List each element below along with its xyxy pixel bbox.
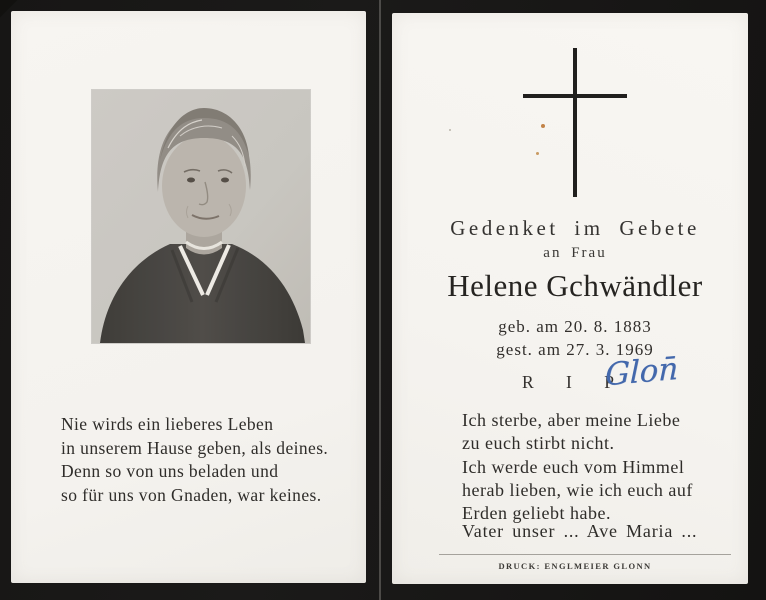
- printer-credit: DRUCK: ENGLMEIER GLONN: [498, 561, 652, 571]
- prayer-line: Vater unser ... Ave Maria ...: [462, 521, 698, 541]
- rip-text: R I P: [522, 372, 628, 392]
- portrait-photo: [92, 90, 310, 343]
- card-right-page: [392, 13, 748, 584]
- verse-line: Ich sterbe, aber meine Liebe: [462, 410, 681, 430]
- verse-line: Erden geliebt habe.: [462, 503, 611, 524]
- memorial-header: Gedenket im Gebete: [450, 216, 700, 240]
- memorial-poem: [61, 413, 361, 507]
- printer-divider: [439, 554, 731, 555]
- verse-line: herab lieben, wie ich euch auf: [462, 479, 693, 500]
- card-fold-line: [379, 0, 381, 600]
- birth-date: geb. am 20. 8. 1883: [498, 317, 652, 336]
- verse-line: Ich werde euch vom Himmel: [462, 456, 685, 477]
- memorial-subheader: an Frau: [543, 245, 607, 261]
- handwritten-note: Glon̄: [604, 350, 679, 394]
- deceased-name: Helene Gchwändler: [447, 268, 703, 303]
- poem-line: in unserem Hause geben, als deines.: [61, 437, 329, 458]
- verse-line: zu euch stirbt nicht.: [462, 433, 615, 454]
- death-date: gest. am 27. 3. 1969: [496, 340, 654, 359]
- poem-line: so für uns von Gnaden, war keines.: [61, 484, 322, 505]
- poem-line: Nie wirds ein lieberes Leben: [61, 414, 274, 434]
- card-left-page: [11, 11, 366, 583]
- poem-line: Denn so von uns beladen und: [61, 461, 279, 481]
- woman-portrait-illustration: [92, 90, 310, 343]
- memorial-verse: [462, 409, 742, 525]
